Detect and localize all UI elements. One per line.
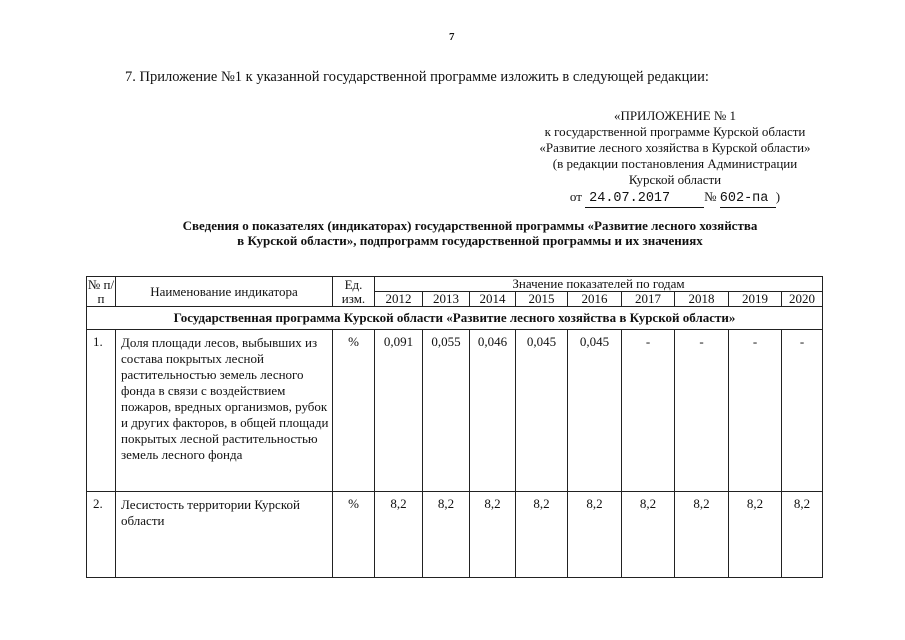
decree-date: 24.07.2017: [585, 191, 704, 208]
value-cell: 8,2: [516, 492, 568, 578]
indicator-name: Доля площади лесов, выбывших из состава покрытых лесной растительностью земель лесного фонда в связи с воздействием пожаров, вредных организмов, рубок и других факторов, в общей площади покрытых лесной растительностью земель лесного фонда: [116, 330, 333, 492]
col-unit-header: Ед. изм.: [333, 277, 375, 307]
value-cell: 8,2: [729, 492, 782, 578]
col-name-header: Наименование индикатора: [116, 277, 333, 307]
row-number: 2.: [87, 492, 116, 578]
value-cell: 8,2: [622, 492, 675, 578]
value-cell: -: [729, 330, 782, 492]
appendix-line-3: (в редакции постановления Администрации: [552, 156, 798, 171]
appendix-dateline: [520, 189, 830, 208]
table-row: [87, 492, 823, 578]
year-header: 2017: [622, 292, 675, 307]
date-prefix: от: [569, 189, 582, 204]
indicator-name: Лесистость территории Курской области: [116, 492, 333, 578]
number-prefix: №: [704, 189, 717, 204]
section-title: Государственная программа Курской области «Развитие лесного хозяйства в Курской области»: [87, 307, 823, 330]
value-cell: 8,2: [470, 492, 516, 578]
indicators-table: [86, 276, 823, 578]
row-number: 1.: [87, 330, 116, 492]
closing-paren: ): [775, 189, 781, 204]
appendix-line-2: «Развитие лесного хозяйства в Курской области»: [539, 140, 811, 155]
header-row-1: [87, 277, 823, 292]
intro-paragraph: 7. Приложение №1 к указанной государственной программе изложить в следующей редакции:: [125, 69, 709, 85]
years-group-header: Значение показателей по годам: [375, 277, 823, 292]
decree-number: 602-па: [720, 191, 776, 208]
appendix-block: [520, 108, 830, 208]
value-cell: -: [782, 330, 823, 492]
unit-cell: %: [333, 492, 375, 578]
value-cell: -: [675, 330, 729, 492]
appendix-line-4: Курской области: [628, 172, 722, 187]
year-header: 2015: [516, 292, 568, 307]
value-cell: 8,2: [782, 492, 823, 578]
page-number: 7: [449, 31, 455, 43]
year-header: 2018: [675, 292, 729, 307]
year-header: 2012: [375, 292, 423, 307]
unit-cell: %: [333, 330, 375, 492]
table-row: [87, 330, 823, 492]
section-row: [87, 307, 823, 330]
table-heading-line-1: Сведения о показателях (индикаторах) государственной программы «Развитие лесного хозяйства: [182, 218, 758, 233]
value-cell: 0,055: [423, 330, 470, 492]
value-cell: 8,2: [375, 492, 423, 578]
year-header: 2016: [568, 292, 622, 307]
table-heading: [120, 218, 820, 248]
value-cell: 8,2: [675, 492, 729, 578]
appendix-title: «ПРИЛОЖЕНИЕ № 1: [613, 108, 737, 123]
value-cell: -: [622, 330, 675, 492]
year-header: 2019: [729, 292, 782, 307]
value-cell: 8,2: [568, 492, 622, 578]
appendix-line-1: к государственной программе Курской области: [544, 124, 806, 139]
value-cell: 0,045: [568, 330, 622, 492]
col-num-header: № п/п: [87, 276, 115, 306]
year-header: 2013: [423, 292, 470, 307]
value-cell: 0,045: [516, 330, 568, 492]
value-cell: 8,2: [423, 492, 470, 578]
table-heading-line-2: в Курской области», подпрограмм государственной программы и их значениях: [237, 233, 703, 248]
value-cell: 0,046: [470, 330, 516, 492]
year-header: 2014: [470, 292, 516, 307]
year-header: 2020: [782, 292, 823, 307]
value-cell: 0,091: [375, 330, 423, 492]
